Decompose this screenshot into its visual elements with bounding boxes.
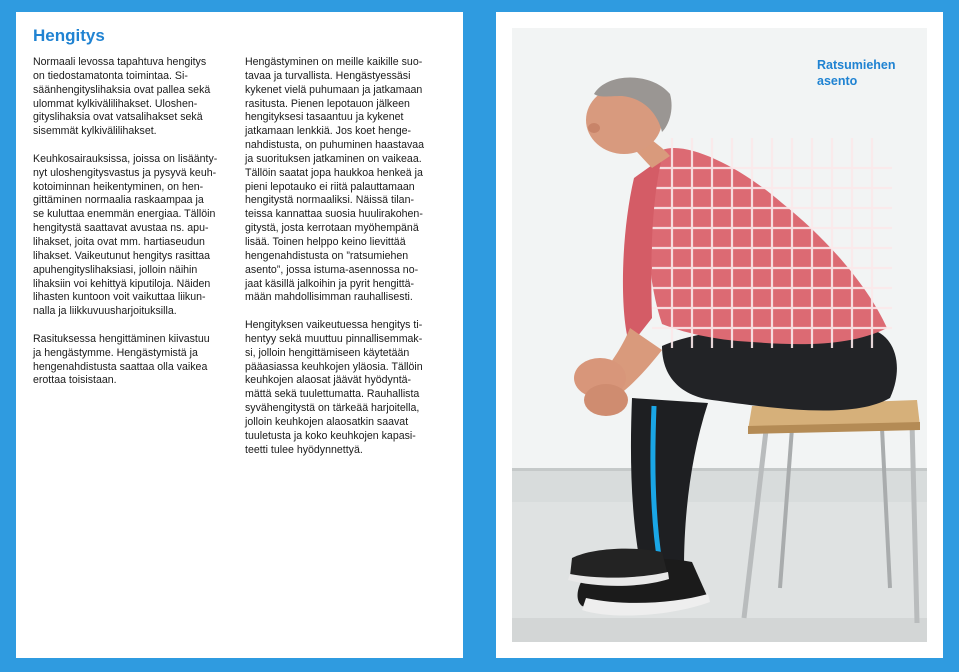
paragraph: Keuhkosairauksissa, joissa on lisäänty- nyt uloshengitysvastus ja pysyvä keuh- kotoiminnan heikentyminen, on hen- gittäminen normaalia raskaampaa ja se kuluttaa enemmän energiaa. Tällöin hengitystä saattavat avustaa ns. apu- lihakset, joita ovat mm. hartiaseudun lihakset. Vaikeutunut hengitys rasittaa apuhengityslihaksiasi, jolloin näihin lihaksiin voi kehittyä kiputiloja. Näiden lihasten kuntoon voit vaikuttaa liikun- nalla ja liikkuvuusharjoituksilla. bbox=[33, 152, 218, 318]
right-page bbox=[496, 12, 943, 658]
text-column-right bbox=[245, 56, 447, 471]
paragraph: Rasituksessa hengittäminen kiivastuu ja hengästymme. Hengästymistä ja hengenahdistusta saattaa olla vaikea erottaa toisistaan. bbox=[33, 332, 210, 387]
photo-caption: Ratsumiehen asento bbox=[817, 58, 896, 88]
text-column-left bbox=[33, 56, 231, 402]
paragraph: Normaali levossa tapahtuva hengitys on tiedostamatonta toimintaa. Si- säänhengityslihaksia ovat pallea sekä ulommat kylkivälilihakset. Uloshen- gityslihaksia ovat vatsalihakset sekä sisemmät kylkivälilihakset. bbox=[33, 56, 211, 138]
left-page bbox=[16, 12, 463, 658]
photo-illustration bbox=[512, 28, 927, 642]
page-title: Hengitys bbox=[33, 26, 105, 45]
paragraph: Hengityksen vaikeutuessa hengitys ti- hentyy sekä muuttuu pinnallisemmak- si, jolloin hengittämiseen käytetään pääasiassa keuhkojen yläosia. Tällöin keuhkojen alaosat jäävät hyödyntä- mättä sekä tuulettumatta. Rauhallista syvähengitystä on tärkeää harjoitella, jolloin keuhkojen alaosatkin saavat tuuletusta ja koko keuhkojen kapasi- teetti tulee hyödynnettyä. bbox=[245, 319, 423, 456]
paragraph: Hengästyminen on meille kaikille suo- tavaa ja turvallista. Hengästyessäsi kykenet vielä puhumaan ja jatkamaan rasitusta. Pienen lepotauon jälkeen hengityksesi tasaantuu ja kykenet jatkamaan lenkkiä. Jos koet henge- nahdistusta, on puhuminen haastavaa ja suorituksen jatkaminen on vaikeaa. Tällöin saatat jopa haukkoa henkeä ja pieni lepotauko ei riitä palauttamaan hengitystä normaaliksi. Näissä tilan- teissa kannattaa suosia huulirakohen- gitystä, josta kerrotaan myöhempänä lisää. Toinen helppo keino lievittää hengenahdistusta on ”ratsumiehen asento”, jossa istuma-asennossa no- jaat käsillä jalkoihin ja pyrit hengittä- mään mahdollisimman rauhallisesti. bbox=[245, 56, 425, 304]
photo-seated-man bbox=[512, 28, 927, 642]
page-number-right: 21 bbox=[930, 646, 941, 656]
page-number-left: 20 bbox=[18, 646, 29, 656]
